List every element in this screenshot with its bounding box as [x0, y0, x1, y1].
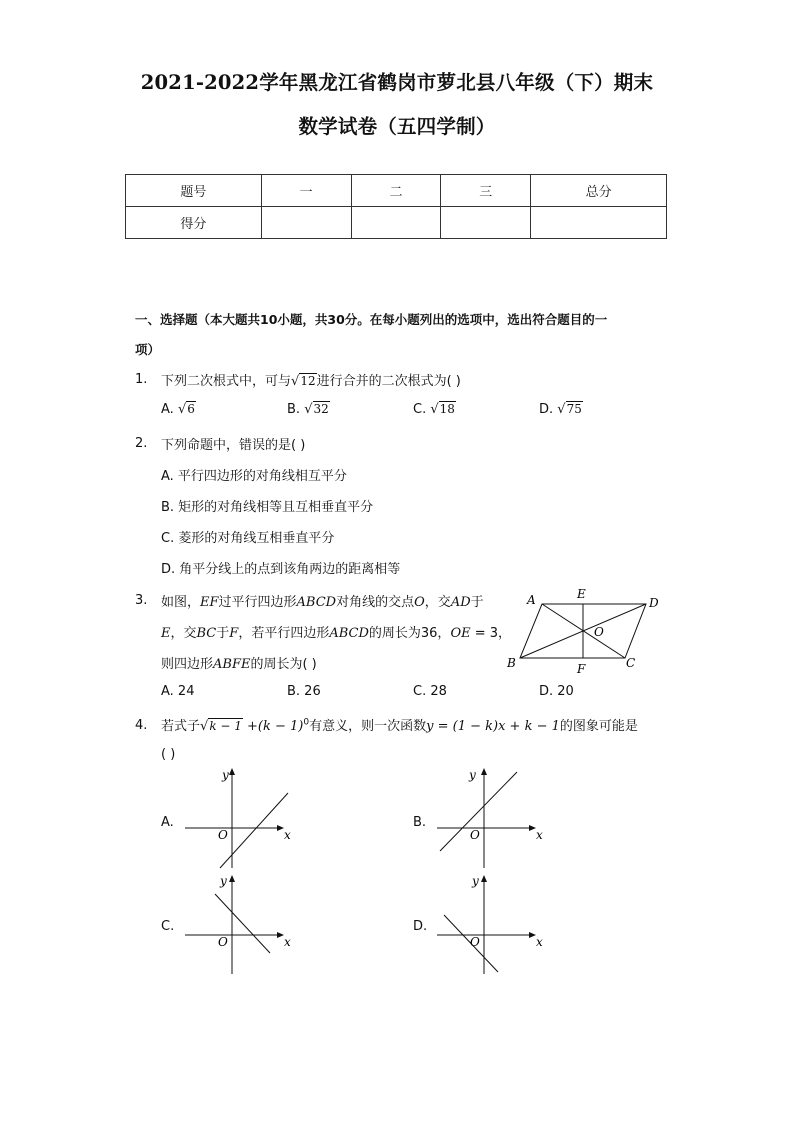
- y-label: y: [222, 768, 229, 782]
- x-axis-arrow: [277, 825, 284, 831]
- q1-option-c: C. √18: [413, 402, 455, 417]
- label-a: A: [527, 593, 536, 607]
- q3-text: ，交: [424, 595, 451, 610]
- q3-text: 的周长为( ): [250, 657, 317, 672]
- q4-exponent: 0: [303, 717, 310, 728]
- question-4-line1: [161, 715, 638, 734]
- q1-option-a: A. √6: [161, 402, 195, 417]
- q3-text: = 3，: [470, 626, 512, 641]
- q3-math: O: [414, 595, 425, 610]
- y-axis-arrow: [229, 768, 235, 775]
- question-1-number: 1.: [135, 372, 148, 387]
- q1-option-a-radicand: 6: [187, 402, 195, 416]
- question-3-line3: [161, 653, 317, 672]
- q3-math: F: [229, 626, 239, 641]
- q4-option-b-label: B.: [413, 815, 427, 830]
- label-c: C: [626, 656, 636, 670]
- score-table: [125, 174, 667, 239]
- graph-b: [432, 765, 552, 873]
- q3-text: 则四边形: [161, 657, 214, 672]
- score-label-cell: 得分: [126, 207, 262, 239]
- q3-math: ABFE: [213, 657, 251, 672]
- q1-option-b-label: B.: [287, 402, 301, 417]
- q1-option-c-radicand: 18: [439, 402, 455, 416]
- sqrt-12: √12: [291, 374, 316, 389]
- q3-text: 过平行四边形: [218, 595, 297, 610]
- score-header-cell: 三: [441, 175, 531, 207]
- x-axis-arrow: [277, 932, 284, 938]
- question-3-line1: [161, 591, 484, 610]
- x-label: x: [536, 828, 543, 842]
- score-header-cell: 二: [351, 175, 441, 207]
- y-axis-arrow: [481, 875, 487, 882]
- parallelogram-figure: [500, 585, 670, 675]
- x-label: x: [536, 935, 543, 949]
- score-header-cell: 总分: [531, 175, 667, 207]
- y-label: y: [472, 874, 479, 888]
- score-header-cell: 一: [261, 175, 351, 207]
- x-axis-arrow: [529, 932, 536, 938]
- x-label: x: [284, 935, 291, 949]
- origin-label: O: [218, 828, 228, 842]
- question-1-text: [161, 370, 461, 389]
- question-2-number: 2.: [135, 436, 148, 451]
- q1-option-c-label: C.: [413, 402, 427, 417]
- origin-label: O: [470, 828, 480, 842]
- label-f: F: [577, 662, 586, 675]
- q2-option-d: D. 角平分线上的点到该角两边的距离相等: [161, 562, 401, 577]
- q3-text: 于: [470, 595, 484, 610]
- y-axis-arrow: [481, 768, 487, 775]
- label-o: O: [594, 625, 604, 639]
- page-title-line2: 数学试卷（五四学制）: [298, 115, 496, 138]
- q1-option-b: B. √32: [287, 402, 329, 417]
- q3-text: ，若平行四边形: [238, 626, 330, 641]
- q2-option-a: A. 平行四边形的对角线相互平分: [161, 469, 347, 484]
- q3-math: AD: [450, 595, 471, 610]
- score-table-score-row: [126, 207, 667, 239]
- q1-radicand: 12: [300, 374, 316, 388]
- sqrt-k-minus-1: √k − 1: [200, 719, 242, 734]
- q4-text: 的图象可能是: [559, 719, 638, 734]
- origin-label: O: [218, 935, 228, 949]
- y-label: y: [220, 874, 227, 888]
- q4-radicand: k − 1: [209, 719, 242, 733]
- q1-text-pre: 下列二次根式中，可与: [161, 374, 292, 389]
- q3-math: EF: [200, 595, 219, 610]
- q4-text: 有意义，则一次函数: [309, 719, 427, 734]
- q3-math: OE: [450, 626, 471, 641]
- q4-text: 若式子: [161, 719, 201, 734]
- graph-d: [432, 869, 552, 977]
- x-axis-arrow: [529, 825, 536, 831]
- section-heading-line2: 项）: [135, 342, 161, 357]
- q1-option-d-radicand: 75: [566, 402, 582, 416]
- label-d: D: [649, 596, 659, 610]
- question-2-text: 下列命题中，错误的是( ): [161, 438, 306, 453]
- q3-text: 对角线的交点: [336, 595, 415, 610]
- page-title-line1: 2021-2022学年黑龙江省鹤岗市萝北县八年级（下）期末: [140, 71, 654, 94]
- q3-math: E: [161, 626, 171, 641]
- q1-option-d: D. √75: [539, 402, 582, 417]
- y-axis-arrow: [229, 875, 235, 882]
- q1-option-b-radicand: 32: [313, 402, 329, 416]
- label-e: E: [577, 587, 586, 601]
- q1-option-a-label: A.: [161, 402, 174, 417]
- score-blank-cell: [531, 207, 667, 239]
- q4-option-d-label: D.: [413, 919, 428, 934]
- q3-option-b: B. 26: [287, 684, 321, 699]
- q1-option-d-label: D.: [539, 402, 554, 417]
- q4-option-a-label: A.: [161, 815, 174, 830]
- question-3-line2: [161, 622, 511, 641]
- q2-option-c: C. 菱形的对角线互相垂直平分: [161, 531, 335, 546]
- q4-function: y = (1 − k)x + k − 1: [426, 719, 560, 734]
- score-blank-cell: [261, 207, 351, 239]
- question-4-line2: ( ): [161, 747, 176, 762]
- q3-option-a: A. 24: [161, 684, 195, 699]
- q3-math: ABCD: [329, 626, 369, 641]
- score-table-header-row: [126, 175, 667, 207]
- q2-option-b: B. 矩形的对角线相等且互相垂直平分: [161, 500, 374, 515]
- section-heading-line1: 一、选择题（本大题共10小题，共30分。在每小题列出的选项中，选出符合题目的一: [135, 312, 608, 327]
- q4-math: +(k − 1): [242, 719, 304, 734]
- y-label: y: [469, 768, 476, 782]
- score-header-cell: 题号: [126, 175, 262, 207]
- q1-text-post: 进行合并的二次根式为( ): [316, 374, 461, 389]
- q3-option-d: D. 20: [539, 684, 574, 699]
- q4-option-c-label: C.: [161, 919, 175, 934]
- score-blank-cell: [351, 207, 441, 239]
- question-3-number: 3.: [135, 593, 148, 608]
- q3-text: 如图，: [161, 595, 201, 610]
- q3-option-c: C. 28: [413, 684, 447, 699]
- graph-c: [180, 869, 300, 977]
- q3-text: ，交: [170, 626, 197, 641]
- q3-text: 于: [216, 626, 230, 641]
- question-4-number: 4.: [135, 718, 148, 733]
- x-label: x: [284, 828, 291, 842]
- graph-a: [180, 765, 300, 873]
- q3-text: 的周长为36，: [368, 626, 451, 641]
- label-b: B: [507, 656, 516, 670]
- score-blank-cell: [441, 207, 531, 239]
- q3-math: ABCD: [296, 595, 337, 610]
- q3-math: BC: [196, 626, 217, 641]
- origin-label: O: [470, 935, 480, 949]
